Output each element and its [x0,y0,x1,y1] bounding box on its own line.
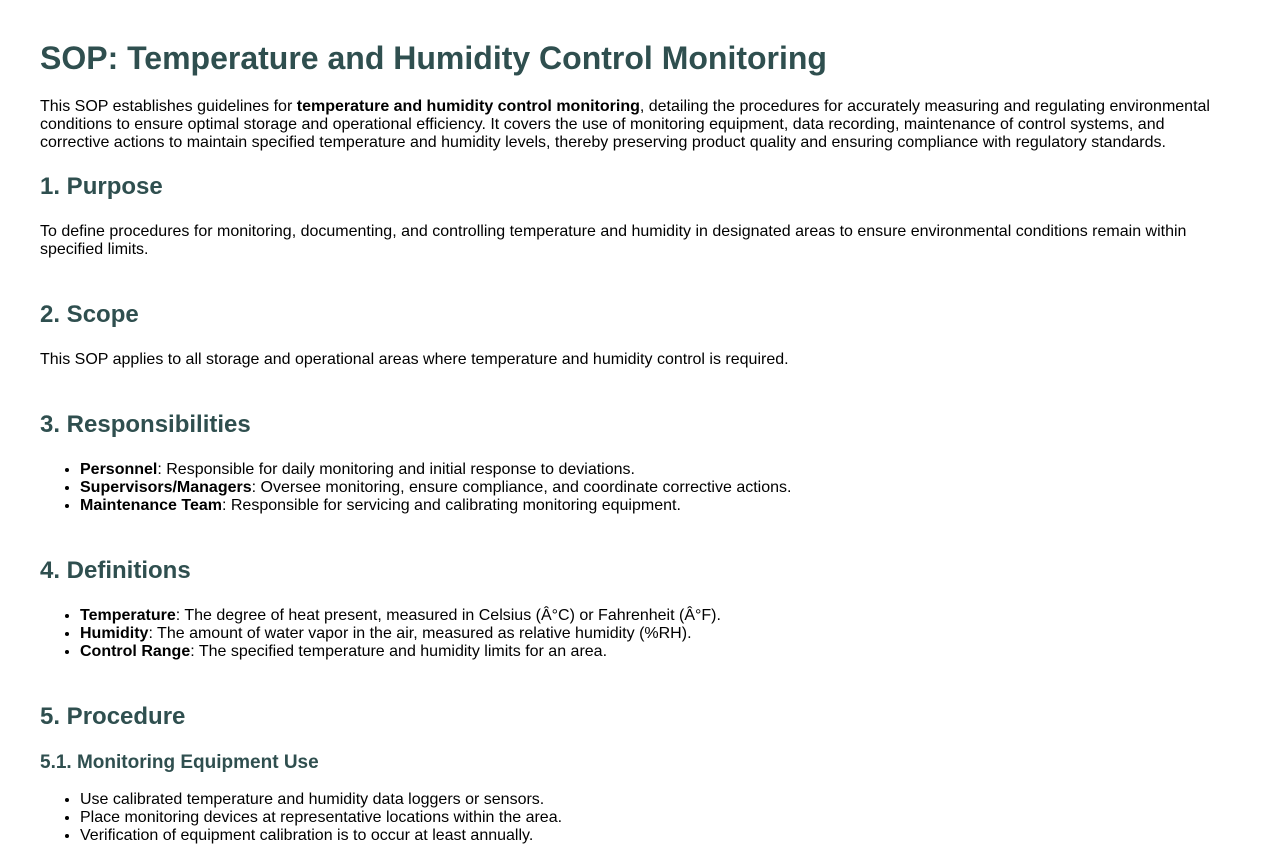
list-item-term: Humidity [80,625,149,642]
list-item: • Use calibrated temperature and humidity data loggers or sensors. [80,791,1223,809]
list-item: • Place monitoring devices at representative locations within the area. [80,809,1223,827]
list-item [80,497,1223,515]
intro-paragraph [40,98,1223,152]
section-heading-responsibilities: 3. Responsibilities [40,411,251,438]
section-heading-scope: 2. Scope [40,301,139,328]
list-item-term: Temperature [80,607,176,624]
list-item-desc: : Responsible for servicing and calibrating monitoring equipment. [221,497,681,514]
list-item-term: Personnel [80,461,158,478]
subsection-heading-monitoring-equipment: 5.1. Monitoring Equipment Use [40,752,319,773]
definitions-list [40,607,1223,661]
list-item-term: Supervisors/Managers [80,479,252,496]
monitoring-equipment-list [40,791,1223,845]
list-item-desc: : Responsible for daily monitoring and initial response to deviations. [157,461,635,478]
section-heading-definitions: 4. Definitions [40,557,191,584]
section-heading-procedure: 5. Procedure [40,703,186,730]
section-heading-purpose: 1. Purpose [40,173,163,200]
list-item-desc: : The specified temperature and humidity limits for an area. [190,643,608,660]
scope-text: This SOP applies to all storage and operational areas where temperature and humidity control is required. [40,351,789,368]
list-item [80,607,1223,625]
intro-text-start: This SOP establishes guidelines for [40,98,297,115]
responsibilities-list [40,461,1223,515]
list-item-term: Control Range [80,643,191,660]
intro-bold-phrase: temperature and humidity control monitoring [296,98,640,115]
list-item [80,479,1223,497]
intro-text-end: , detailing the procedures for accurately measuring and regulating environmental conditions to ensure optimal storage and operational efficiency. It covers the use of monitoring equipment, data recording, maintenance of control systems, and corrective actions to maintain specified temperature and humidity levels, thereby preserving product quality and ensuring compliance with regulatory standards. [40,98,1210,151]
list-item-desc: : The amount of water vapor in the air, measured as relative humidity (%RH). [148,625,692,642]
list-item: • Verification of equipment calibration is to occur at least annually. [80,827,1223,845]
list-item-desc: : The degree of heat present, measured in Celsius (Â°C) or Fahrenheit (Â°F). [175,607,721,624]
list-item [80,461,1223,479]
list-item [80,625,1223,643]
list-item-desc: : Oversee monitoring, ensure compliance, and coordinate corrective actions. [251,479,792,496]
list-item-term: Maintenance Team [80,497,222,514]
purpose-text: To define procedures for monitoring, documenting, and controlling temperature and humidity in designated areas to ensure environmental conditions remain within specified limits. [40,223,1187,258]
list-item [80,643,1223,661]
page-title: SOP: Temperature and Humidity Control Monitoring [40,40,827,76]
